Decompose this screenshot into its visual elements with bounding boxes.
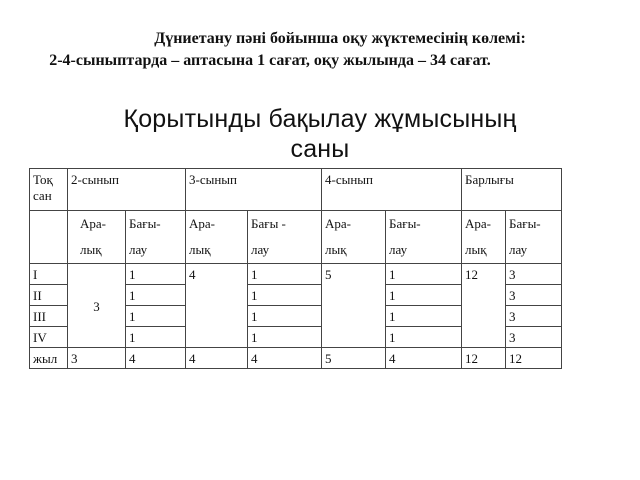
header-assess-a: Бағы- [509, 216, 541, 231]
row-label: жыл [30, 348, 68, 369]
header-interim [462, 211, 506, 264]
page-title [0, 104, 640, 164]
title-line-1: Қорытынды бақылау жұмысының [123, 105, 517, 133]
header-empty [30, 211, 68, 264]
merged-g4-interim: 5 [322, 264, 386, 348]
header-assess [248, 211, 322, 264]
heading-line-2: 2-4-сыныптарда – аптасына 1 сағат, оқу жылында – 34 сағат. [49, 52, 491, 69]
year-cell: 4 [248, 348, 322, 369]
header-grade-2: 2-сынып [68, 169, 186, 211]
header-interim-a: Ара- [189, 216, 215, 231]
cell-total-assess: 3 [506, 327, 562, 348]
header-grade-4: 4-сынып [322, 169, 462, 211]
header-interim [322, 211, 386, 264]
table-row-year [30, 348, 562, 369]
cell-g4-assess: 1 [386, 285, 462, 306]
row-label: III [30, 306, 68, 327]
cell-g3-assess: 1 [248, 285, 322, 306]
cell-g2-assess: 1 [126, 306, 186, 327]
year-cell: 4 [126, 348, 186, 369]
header-grade-3: 3-сынып [186, 169, 322, 211]
cell-g2-assess: 1 [126, 285, 186, 306]
cell-g3-assess: 1 [248, 306, 322, 327]
header-assess [506, 211, 562, 264]
header-interim-b: лық [465, 242, 487, 257]
cell-g2-assess: 1 [126, 327, 186, 348]
assessment-table [29, 168, 562, 369]
row-label: IV [30, 327, 68, 348]
merged-g3-interim: 4 [186, 264, 248, 348]
cell-g4-assess: 1 [386, 327, 462, 348]
header-interim-a: Ара- [80, 216, 106, 231]
table-row [30, 264, 562, 285]
header-row-grades [30, 169, 562, 211]
header-interim-a: Ара- [465, 216, 491, 231]
year-cell: 12 [462, 348, 506, 369]
header-interim-b: лық [189, 242, 211, 257]
header-interim-b: лық [80, 242, 102, 257]
row-label: I [30, 264, 68, 285]
heading-line-1: Дүниетану пәні бойынша оқу жүктемесінің көлемі: [154, 30, 526, 47]
header-total: Барлығы [462, 169, 562, 211]
header-row-sub [30, 211, 562, 264]
header-interim-b: лық [325, 242, 347, 257]
merged-total-interim: 12 [462, 264, 506, 348]
header-assess-a: Бағы- [129, 216, 161, 231]
cell-g4-assess: 1 [386, 306, 462, 327]
header-interim [186, 211, 248, 264]
cell-g3-assess: 1 [248, 327, 322, 348]
cell-total-assess: 3 [506, 264, 562, 285]
cell-g2-assess: 1 [126, 264, 186, 285]
header-assess-a: Бағы - [251, 216, 286, 231]
header-assess [126, 211, 186, 264]
cell-total-assess: 3 [506, 306, 562, 327]
cell-g3-assess: 1 [248, 264, 322, 285]
cell-g4-assess: 1 [386, 264, 462, 285]
header-assess-b: лау [509, 242, 528, 257]
cell-total-assess: 3 [506, 285, 562, 306]
title-line-2: саны [290, 135, 350, 163]
header-assess-b: лау [389, 242, 408, 257]
header-interim [68, 211, 126, 264]
year-cell: 5 [322, 348, 386, 369]
row-label: II [30, 285, 68, 306]
year-cell: 3 [68, 348, 126, 369]
merged-g2-interim: 3 [68, 264, 126, 348]
header-assess-b: лау [251, 242, 270, 257]
header-assess-b: лау [129, 242, 148, 257]
header-assess [386, 211, 462, 264]
header-interim-a: Ара- [325, 216, 351, 231]
year-cell: 4 [386, 348, 462, 369]
header-quarter: Тоқ сан [30, 169, 68, 211]
year-cell: 12 [506, 348, 562, 369]
year-cell: 4 [186, 348, 248, 369]
header-assess-a: Бағы- [389, 216, 421, 231]
